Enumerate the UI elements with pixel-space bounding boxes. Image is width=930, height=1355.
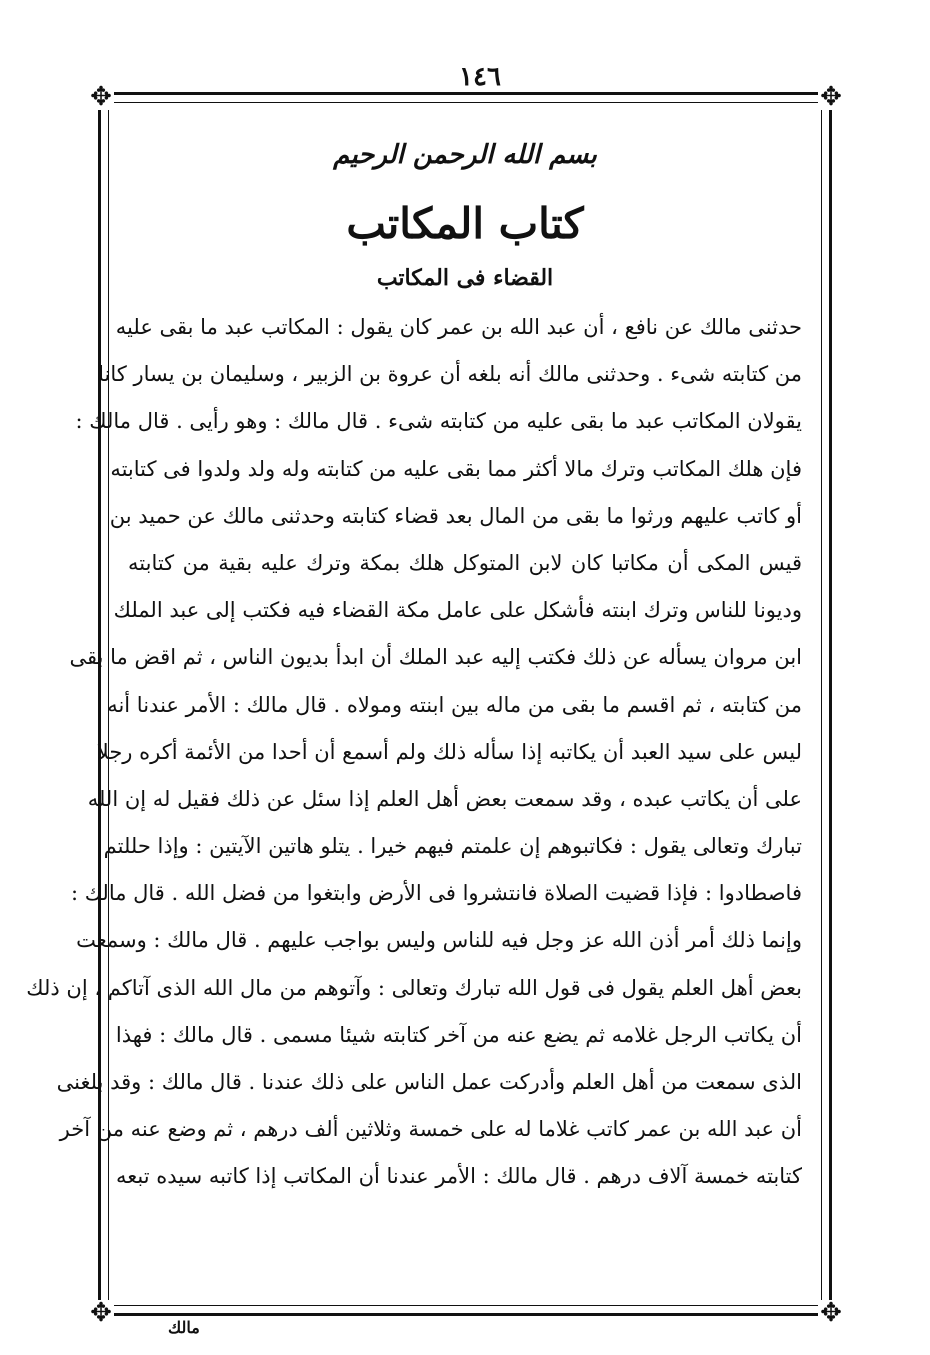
text-line: يقولان المكاتب عبد ما بقى عليه من كتابته شىء . قال مالك : وهو رأيى . قال مالك : [75, 409, 802, 434]
text-line: على أن يكاتب عبده ، وقد سمعت بعض أهل العلم إذا سئل عن ذلك فقيل له إن الله [87, 786, 802, 811]
text-line: أن يكاتب الرجل غلامه ثم يضع عنه من آخر كتابته شيئا مسمى . قال مالك : فهذا [115, 1022, 802, 1047]
text-line: بعض أهل العلم يقول فى قول الله تبارك وتعالى : وآتوهم من مال الله الذى آتاكم ، إن ذلك [26, 975, 802, 1000]
text-line: من كتابته ، ثم اقسم ما بقى من ماله بين ابنته ومولاه . قال مالك : الأمر عندنا أنه [107, 692, 802, 717]
text-line: تبارك وتعالى يقول : فكاتبوهم إن علمتم فيهم خيرا . يتلو هاتين الآيتين : وإذا حللتم [103, 834, 802, 859]
section-title: القضاء فى المكاتب [376, 265, 554, 291]
text-line: ابن مروان يسأله عن ذلك فكتب إليه عبد الملك أن ابدأ بديون الناس ، ثم اقض ما بقى [69, 645, 802, 670]
corner-ornament-icon: ✥ [818, 84, 844, 110]
text-line: وإنما ذلك أمر أذن الله عز وجل فيه للناس وليس بواجب عليهم . قال مالك : وسمعت [76, 928, 802, 953]
corner-ornament-icon: ✥ [818, 1300, 844, 1326]
corner-ornament-icon: ✥ [88, 1300, 114, 1326]
basmala-calligraphy: بسم الله الرحمن الرحيم [333, 140, 597, 170]
page-content [26, 112, 812, 1296]
footer-signature-mark: مالك [168, 1318, 200, 1337]
body-text [26, 304, 812, 1201]
text-line: فإن هلك المكاتب وترك مالا أكثر مما بقى عليه من كتابته وله ولد ولدوا فى كتابته [110, 456, 802, 481]
text-line: أن عبد الله بن عمر كاتب غلاما له على خمسة وثلاثين ألف درهم ، ثم وضع عنه من آخر [59, 1117, 802, 1142]
text-line: كتابته خمسة آلاف درهم . قال مالك : الأمر عندنا أن المكاتب إذا كاتبه سيده تبعه [116, 1164, 802, 1189]
page-number: ١٤٦ [459, 62, 501, 92]
text-line: الذى سمعت من أهل العلم وأدركت عمل الناس على ذلك عندنا . قال مالك : وقد بلغنى [56, 1070, 802, 1094]
book-title: كتاب المكاتب [346, 199, 584, 248]
text-line: فاصطادوا : فإذا قضيت الصلاة فانتشروا فى الأرض وابتغوا من فضل الله . قال مالك : [70, 881, 802, 906]
text-line: أو كاتب عليهم ورثوا ما بقى من المال بعد قضاء كتابته وحدثنى مالك عن حميد بن [109, 503, 802, 528]
text-line: حدثنى مالك عن نافع ، أن عبد الله بن عمر كان يقول : المكاتب عبد ما بقى عليه [115, 315, 802, 339]
text-line: ليس على سيد العبد أن يكاتبه إذا سأله ذلك ولم أسمع أن أحدا من الأئمة أكره رجلا [96, 739, 802, 764]
corner-ornament-icon: ✥ [88, 84, 114, 110]
text-line: وديونا للناس وترك ابنته فأشكل على عامل مكة القضاء فيه فكتب إلى عبد الملك [113, 598, 802, 623]
text-line: من كتابته شىء . وحدثنى مالك أنه بلغه أن عروة بن الزبير ، وسليمان بن يسار كانا [98, 362, 802, 387]
text-line: قيس المكى أن مكاتبا كان لابن المتوكل هلك بمكة وترك عليه بقية من كتابته [128, 550, 802, 575]
